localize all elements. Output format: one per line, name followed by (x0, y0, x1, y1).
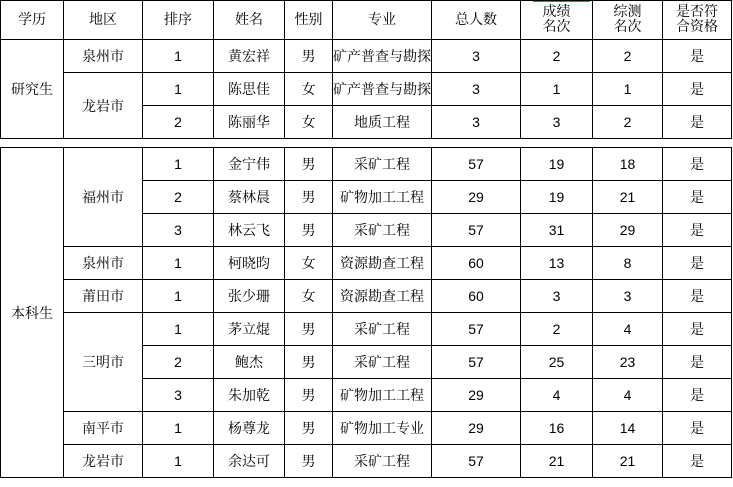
rank-cell[interactable]: 2 (143, 346, 214, 379)
rank-cell[interactable]: 1 (143, 313, 214, 346)
table-row (1, 313, 732, 346)
overall-rank-cell[interactable]: 29 (593, 214, 663, 247)
group-graduate[interactable]: 研究生 (1, 40, 64, 139)
gender-cell[interactable]: 男 (285, 379, 333, 412)
region-cell[interactable]: 龙岩市 (64, 445, 143, 478)
overall-rank-cell[interactable]: 14 (593, 412, 663, 445)
total-cell[interactable]: 60 (432, 247, 521, 280)
rank-cell[interactable]: 3 (143, 379, 214, 412)
name-cell[interactable]: 陈思佳 (214, 73, 285, 106)
qualified-cell[interactable]: 是 (663, 148, 732, 181)
name-cell[interactable]: 陈丽华 (214, 106, 285, 139)
region-cell[interactable]: 龙岩市 (64, 73, 143, 139)
major-cell[interactable]: 矿产普查与勘探 (333, 40, 432, 73)
overall-rank-cell[interactable]: 4 (593, 313, 663, 346)
gender-cell[interactable]: 女 (285, 280, 333, 313)
total-cell[interactable]: 29 (432, 379, 521, 412)
gender-cell[interactable]: 男 (285, 181, 333, 214)
qualified-cell[interactable]: 是 (663, 181, 732, 214)
qualified-cell[interactable]: 是 (663, 280, 732, 313)
group-undergraduate[interactable]: 本科生 (1, 148, 64, 478)
major-cell[interactable]: 采矿工程 (333, 214, 432, 247)
header-qualified-line1: 是否符 (676, 4, 718, 20)
score-rank-cell[interactable]: 31 (521, 214, 593, 247)
region-cell[interactable]: 莆田市 (64, 280, 143, 313)
major-cell[interactable]: 采矿工程 (333, 148, 432, 181)
name-cell[interactable]: 张少珊 (214, 280, 285, 313)
header-score-rank[interactable] (521, 1, 593, 40)
name-cell[interactable]: 朱加乾 (214, 379, 285, 412)
header-region[interactable]: 地区 (64, 1, 143, 40)
gender-cell[interactable]: 男 (285, 412, 333, 445)
gender-cell[interactable]: 男 (285, 214, 333, 247)
total-cell[interactable]: 3 (432, 73, 521, 106)
qualified-cell[interactable]: 是 (663, 445, 732, 478)
name-cell[interactable]: 柯晓昀 (214, 247, 285, 280)
score-rank-cell[interactable]: 16 (521, 412, 593, 445)
gender-cell[interactable]: 男 (285, 148, 333, 181)
qualified-cell[interactable]: 是 (663, 313, 732, 346)
total-cell[interactable]: 57 (432, 148, 521, 181)
major-cell[interactable]: 资源勘查工程 (333, 280, 432, 313)
table-row (1, 148, 732, 181)
name-cell[interactable]: 茅立焜 (214, 313, 285, 346)
table-row (1, 40, 732, 73)
score-rank-cell[interactable]: 19 (521, 181, 593, 214)
header-score-rank-line2: 名次 (542, 19, 571, 35)
overall-rank-cell[interactable]: 1 (593, 73, 663, 106)
spacer-row (1, 139, 732, 148)
region-cell[interactable]: 泉州市 (64, 40, 143, 73)
rank-cell[interactable]: 1 (143, 280, 214, 313)
score-rank-cell[interactable]: 3 (521, 280, 593, 313)
major-cell[interactable]: 采矿工程 (333, 313, 432, 346)
gender-cell[interactable]: 男 (285, 40, 333, 73)
gender-cell[interactable]: 男 (285, 346, 333, 379)
header-overall-rank-line2: 名次 (613, 19, 642, 35)
gender-cell[interactable]: 女 (285, 73, 333, 106)
gender-cell[interactable]: 女 (285, 106, 333, 139)
header-degree[interactable]: 学历 (1, 1, 64, 40)
rank-cell[interactable]: 1 (143, 445, 214, 478)
header-overall-rank[interactable] (593, 1, 663, 40)
major-cell[interactable]: 资源勘查工程 (333, 247, 432, 280)
overall-rank-cell[interactable]: 4 (593, 379, 663, 412)
table-row (1, 412, 732, 445)
header-overall-rank-line1: 综测 (613, 4, 642, 20)
major-cell[interactable]: 矿产普查与勘探 (333, 73, 432, 106)
name-cell[interactable]: 金宁伟 (214, 148, 285, 181)
name-cell[interactable]: 杨尊龙 (214, 412, 285, 445)
total-cell[interactable]: 3 (432, 106, 521, 139)
rank-cell[interactable]: 3 (143, 214, 214, 247)
overall-rank-cell[interactable]: 23 (593, 346, 663, 379)
total-cell[interactable]: 57 (432, 346, 521, 379)
name-cell[interactable]: 鲍杰 (214, 346, 285, 379)
rank-cell[interactable]: 2 (143, 181, 214, 214)
header-gender[interactable]: 性别 (285, 1, 333, 40)
region-cell[interactable]: 福州市 (64, 148, 143, 247)
header-major[interactable]: 专业 (333, 1, 432, 40)
score-rank-cell[interactable]: 1 (521, 73, 593, 106)
qualified-cell[interactable]: 是 (663, 247, 732, 280)
major-cell[interactable]: 矿物加工工程 (333, 181, 432, 214)
total-cell[interactable]: 57 (432, 445, 521, 478)
overall-rank-cell[interactable]: 18 (593, 148, 663, 181)
qualified-cell[interactable]: 是 (663, 214, 732, 247)
region-cell[interactable]: 三明市 (64, 313, 143, 412)
total-cell[interactable]: 57 (432, 313, 521, 346)
table-row (1, 445, 732, 478)
name-cell[interactable]: 蔡林晨 (214, 181, 285, 214)
gender-cell[interactable]: 女 (285, 247, 333, 280)
qualified-cell[interactable]: 是 (663, 379, 732, 412)
total-cell[interactable]: 29 (432, 181, 521, 214)
header-qualified-line2: 合资格 (676, 19, 718, 35)
rank-cell[interactable]: 1 (143, 73, 214, 106)
rank-cell[interactable]: 1 (143, 412, 214, 445)
name-cell[interactable]: 林云飞 (214, 214, 285, 247)
region-cell[interactable]: 南平市 (64, 412, 143, 445)
table-row (1, 280, 732, 313)
header-row (1, 1, 732, 40)
spacer-cell (1, 139, 732, 148)
region-cell[interactable]: 泉州市 (64, 247, 143, 280)
name-cell[interactable]: 黄宏祥 (214, 40, 285, 73)
header-qualified[interactable] (663, 1, 732, 40)
qualified-cell[interactable]: 是 (663, 106, 732, 139)
header-rank[interactable]: 排序 (143, 1, 214, 40)
overall-rank-cell[interactable]: 8 (593, 247, 663, 280)
rank-cell[interactable]: 1 (143, 148, 214, 181)
score-rank-cell[interactable]: 2 (521, 40, 593, 73)
major-cell[interactable]: 地质工程 (333, 106, 432, 139)
header-name[interactable]: 姓名 (214, 1, 285, 40)
score-rank-cell[interactable]: 4 (521, 379, 593, 412)
gender-cell[interactable]: 男 (285, 445, 333, 478)
major-cell[interactable]: 矿物加工工程 (333, 379, 432, 412)
qualified-cell[interactable]: 是 (663, 346, 732, 379)
overall-rank-cell[interactable]: 2 (593, 106, 663, 139)
overall-rank-cell[interactable]: 21 (593, 445, 663, 478)
header-total[interactable]: 总人数 (432, 1, 521, 40)
total-cell[interactable]: 29 (432, 412, 521, 445)
qualified-cell[interactable]: 是 (663, 412, 732, 445)
score-rank-cell[interactable]: 2 (521, 313, 593, 346)
qualified-cell[interactable]: 是 (663, 73, 732, 106)
score-rank-cell[interactable]: 21 (521, 445, 593, 478)
score-rank-cell[interactable]: 13 (521, 247, 593, 280)
score-rank-cell[interactable]: 25 (521, 346, 593, 379)
score-rank-cell[interactable]: 3 (521, 106, 593, 139)
score-rank-cell[interactable]: 19 (521, 148, 593, 181)
name-cell[interactable]: 余达可 (214, 445, 285, 478)
total-cell[interactable]: 3 (432, 40, 521, 73)
table-row (1, 247, 732, 280)
rank-cell[interactable]: 1 (143, 247, 214, 280)
header-score-rank-line1: 成绩 (542, 4, 571, 20)
table-row (1, 73, 732, 106)
qualified-cell[interactable]: 是 (663, 40, 732, 73)
total-cell[interactable]: 60 (432, 280, 521, 313)
rank-cell[interactable]: 1 (143, 40, 214, 73)
overall-rank-cell[interactable]: 21 (593, 181, 663, 214)
major-cell[interactable]: 采矿工程 (333, 346, 432, 379)
overall-rank-cell[interactable]: 3 (593, 280, 663, 313)
major-cell[interactable]: 采矿工程 (333, 445, 432, 478)
rank-cell[interactable]: 2 (143, 106, 214, 139)
total-cell[interactable]: 57 (432, 214, 521, 247)
gender-cell[interactable]: 男 (285, 313, 333, 346)
major-cell[interactable]: 矿物加工专业 (333, 412, 432, 445)
overall-rank-cell[interactable]: 2 (593, 40, 663, 73)
